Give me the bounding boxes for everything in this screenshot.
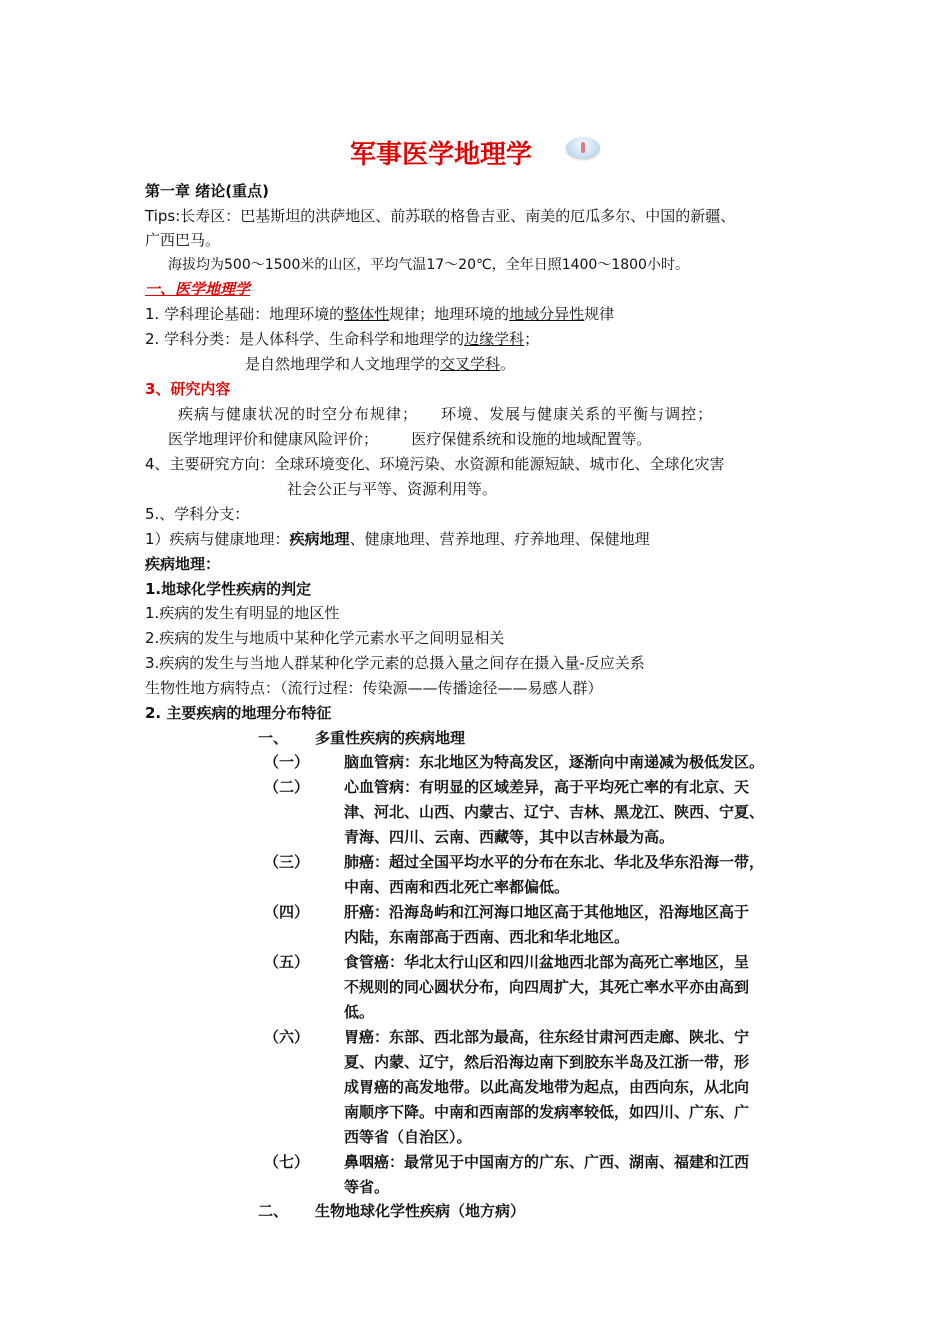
biological-features: 生物性地方病特点：（流行过程：传染源——传播途径——易感人群） — [145, 679, 603, 697]
section-prefix: 一、 — [145, 280, 176, 298]
tips-line-3: 海拔均为500～1500米的山区，平均气温17～20℃，全年日照1400～1800小时。 — [168, 257, 689, 273]
info-badge-icon — [566, 137, 600, 159]
item-2-text-b: ； — [524, 330, 540, 348]
item-2-text-a: 2. 学科分类：是人体科学、生命科学和地理学的 — [145, 330, 465, 348]
disease-description-line: 不规则的同心圆状分布，向四周扩大，其死亡率水平亦由高到 — [344, 978, 750, 996]
disease-description-line: 脑血管病：东北地区为特高发区，逐渐向中南递减为极低发区。 — [344, 753, 765, 771]
disease-description-line: 鼻咽癌：最常见于中国南方的广东、广西、湖南、福建和江西 — [344, 1153, 750, 1171]
research-content-line-2: 医学地理评价和健康风险评价； 医疗保健系统和设施的地域配置等。 — [168, 430, 652, 448]
disease-description-line: 等省。 — [344, 1178, 390, 1196]
distribution-heading: 2. 主要疾病的地理分布特征 — [145, 704, 332, 722]
geochemical-heading: 1.地球化学性疾病的判定 — [145, 580, 312, 598]
criterion-1: 1.疾病的发生有明显的地区性 — [145, 604, 340, 622]
category-2-number: 二、 — [258, 1202, 289, 1220]
research-content-line-1: 疾病与健康状况的时空分布规律； 环境、发展与健康关系的平衡与调控； — [178, 405, 714, 423]
page-title: 军事医学地理学 — [350, 140, 533, 170]
branches-text-c: 、健康地理、营养地理、疗养地理、保健地理 — [349, 530, 650, 548]
disease-number: （二） — [264, 778, 310, 796]
disease-description-line: 肝癌：沿海岛屿和江河海口地区高于其他地区，沿海地区高于 — [344, 903, 750, 921]
disease-description-line: 胃癌：东部、西北部为最高，往东经甘肃河西走廊、陕北、宁 — [344, 1028, 750, 1046]
disease-description-line: 食管癌：华北太行山区和四川盆地西北部为高死亡率地区，呈 — [344, 953, 750, 971]
branches-text-a: 1）疾病与健康地理： — [145, 530, 290, 548]
disease-description-line: 西等省（自治区）。 — [344, 1128, 472, 1146]
disease-description-line: 低。 — [344, 1003, 375, 1021]
disease-number: （七） — [264, 1153, 310, 1171]
disease-description-line: 津、河北、山西、内蒙古、辽宁、吉林、黑龙江、陕西、宁夏、 — [344, 803, 765, 821]
disease-description-line: 心血管病：有明显的区域差异，高于平均死亡率的有北京、天 — [344, 778, 750, 796]
item-1-text-a: 1. 学科理论基础：地理环境的 — [145, 305, 345, 323]
disease-geography-heading: 疾病地理： — [145, 555, 221, 573]
disease-number: （五） — [264, 953, 310, 971]
chapter-heading: 第一章 绪论(重点) — [145, 182, 269, 200]
research-content-heading: 3、研究内容 — [145, 380, 231, 398]
section-heading: 医学地理学 — [175, 280, 251, 298]
section-medical-geography — [145, 278, 250, 299]
item-1-underline-1: 整体性 — [344, 305, 390, 323]
disease-number: （三） — [264, 853, 310, 871]
disease-description-line: 夏、内蒙、辽宁，然后沿海边南下到胶东半岛及江浙一带，形 — [344, 1053, 750, 1071]
category-2-label: 生物地球化学性疾病（地方病） — [315, 1202, 526, 1220]
item-1-text-c: 规律 — [584, 305, 615, 323]
item-1 — [145, 303, 614, 324]
item-1-underline-2: 地域分异性 — [509, 305, 585, 323]
item-2-text-d: 。 — [500, 355, 516, 373]
criterion-3: 3.疾病的发生与当地人群某种化学元素的总摄入量之间存在摄入量-反应关系 — [145, 654, 645, 672]
disease-description-line: 成胃癌的高发地带。以此高发地带为起点，由西向东，从北向 — [344, 1078, 750, 1096]
branches-line-1 — [145, 528, 650, 549]
disease-description-line: 内陆，东南部高于西南、西北和华北地区。 — [344, 928, 630, 946]
disease-description-line: 中南、西南和西北死亡率都偏低。 — [344, 878, 570, 896]
branches-heading: 5.、学科分支： — [145, 505, 250, 523]
item-2-line-1 — [145, 328, 539, 349]
item-2-line-2 — [245, 353, 515, 374]
disease-number: （六） — [264, 1028, 310, 1046]
item-2-underline-1: 边缘学科 — [464, 330, 525, 348]
disease-description-line: 南顺序下降。中南和西南部的发病率较低，如四川、广东、广 — [344, 1103, 750, 1121]
item-2-underline-2: 交叉学科 — [440, 355, 501, 373]
tips-line-1: Tips:长寿区：巴基斯坦的洪萨地区、前苏联的格鲁吉亚、南美的厄瓜多尔、中国的新疆、 — [145, 207, 736, 225]
criterion-2: 2.疾病的发生与地质中某种化学元素水平之间明显相关 — [145, 629, 505, 647]
research-direction-line-1: 4、主要研究方向：全球环境变化、环境污染、水资源和能源短缺、城市化、全球化灾害 — [145, 455, 725, 473]
item-2-text-c: 是自然地理学和人文地理学的 — [245, 355, 441, 373]
disease-number: （一） — [264, 753, 310, 771]
item-1-text-b: 规律；地理环境的 — [389, 305, 510, 323]
category-1-number: 一、 — [258, 729, 289, 747]
research-direction-line-2: 社会公正与平等、资源利用等。 — [287, 480, 498, 498]
disease-description-line: 青海、四川、云南、西藏等，其中以吉林最为高。 — [344, 828, 675, 846]
category-1-label: 多重性疾病的疾病地理 — [315, 729, 466, 747]
tips-line-2: 广西巴马。 — [145, 231, 221, 249]
branches-text-bold: 疾病地理 — [289, 530, 350, 548]
disease-number: （四） — [264, 903, 310, 921]
disease-description-line: 肺癌：超过全国平均水平的分布在东北、华北及华东沿海一带， — [344, 853, 765, 871]
